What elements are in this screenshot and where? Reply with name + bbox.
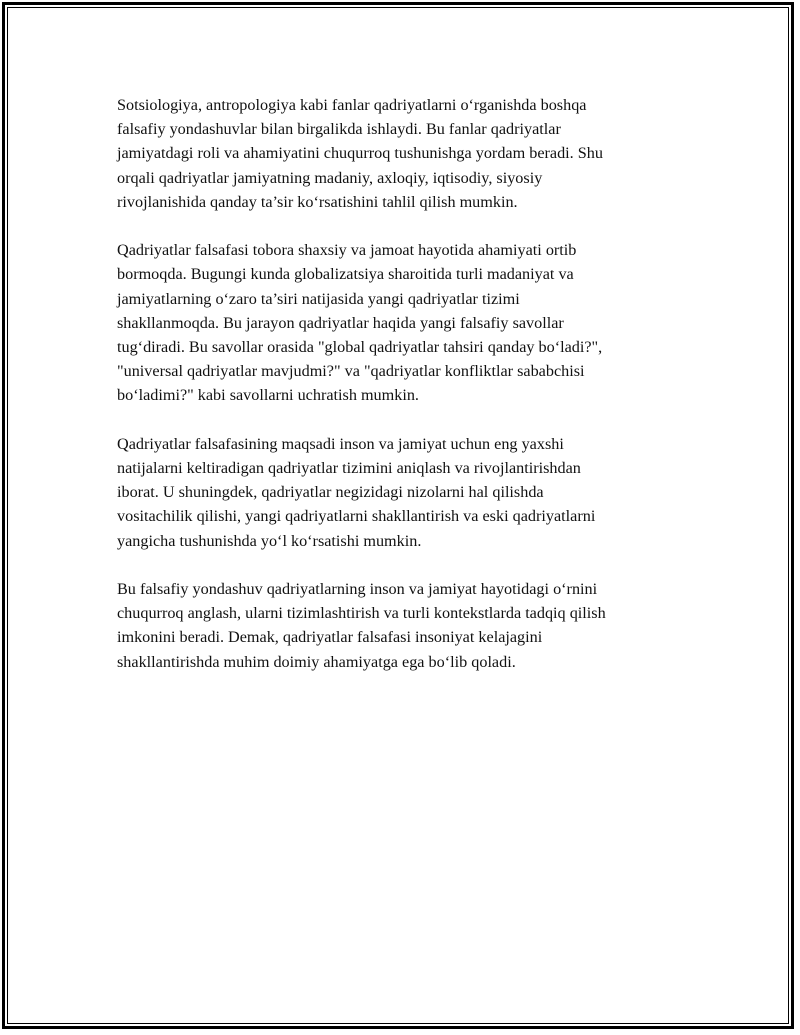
paragraph-4: [117, 577, 677, 674]
text-line: natijalarni keltiradigan qadriyatlar tizimini aniqlash va rivojlantirishdan: [117, 459, 581, 478]
paragraph-3: [117, 432, 677, 553]
text-line: shakllanmoqda. Bu jarayon qadriyatlar haqida yangi falsafiy savollar: [117, 313, 564, 332]
text-line: Qadriyatlar falsafasining maqsadi inson va jamiyat uchun eng yaxshi: [117, 434, 564, 453]
text-line: Bu falsafiy yondashuv qadriyatlarning inson va jamiyat hayotidagi o‘rnini: [117, 580, 598, 599]
text-line: chuqurroq anglash, ularni tizimlashtirish va turli kontekstlarda tadqiq qilish: [117, 604, 606, 623]
text-line: "universal qadriyatlar mavjudmi?" va "qadriyatlar konfliktlar sababchisi: [117, 362, 585, 381]
paragraph-2: [117, 238, 677, 407]
text-line: orqali qadriyatlar jamiyatning madaniy, axloqiy, iqtisodiy, siyosiy: [117, 168, 543, 187]
text-line: jamiyatlarning o‘zaro ta’siri natijasida yangi qadriyatlar tizimi: [117, 289, 520, 308]
text-line: Qadriyatlar falsafasi tobora shaxsiy va jamoat hayotida ahamiyati ortib: [117, 241, 577, 260]
text-line: falsafiy yondashuvlar bilan birgalikda ishlaydi. Bu fanlar qadriyatlar: [117, 120, 561, 139]
text-line: tug‘diradi. Bu savollar orasida "global qadriyatlar tahsiri qanday bo‘ladi?",: [117, 338, 603, 357]
text-line: vositachilik qilishi, yangi qadriyatlarni shakllantirish va eski qadriyatlarni: [117, 507, 596, 526]
text-line: Sotsiologiya, antropologiya kabi fanlar qadriyatlarni o‘rganishda boshqa: [117, 96, 587, 114]
text-line: bormoqda. Bugungi kunda globalizatsiya sharoitida turli madaniyat va: [117, 265, 574, 284]
text-line: bo‘ladimi?" kabi savollarni uchratish mumkin.: [117, 386, 419, 405]
text-line: jamiyatdagi roli va ahamiyatini chuqurroq tushunishga yordam beradi. Shu: [117, 144, 603, 163]
text-line: imkonini beradi. Demak, qadriyatlar falsafasi insoniyat kelajagini: [117, 628, 543, 647]
paragraph-1: [117, 93, 677, 214]
text-line: shakllantirishda muhim doimiy ahamiyatga ega bo‘lib qoladi.: [117, 652, 516, 671]
document-body: [117, 93, 677, 698]
text-line: yangicha tushunishda yo‘l ko‘rsatishi mumkin.: [117, 531, 422, 550]
text-line: rivojlanishida qanday ta’sir ko‘rsatishini tahlil qilish mumkin.: [117, 192, 518, 211]
text-line: iborat. U shuningdek, qadriyatlar negizidagi nizolarni hal qilishda: [117, 483, 544, 502]
